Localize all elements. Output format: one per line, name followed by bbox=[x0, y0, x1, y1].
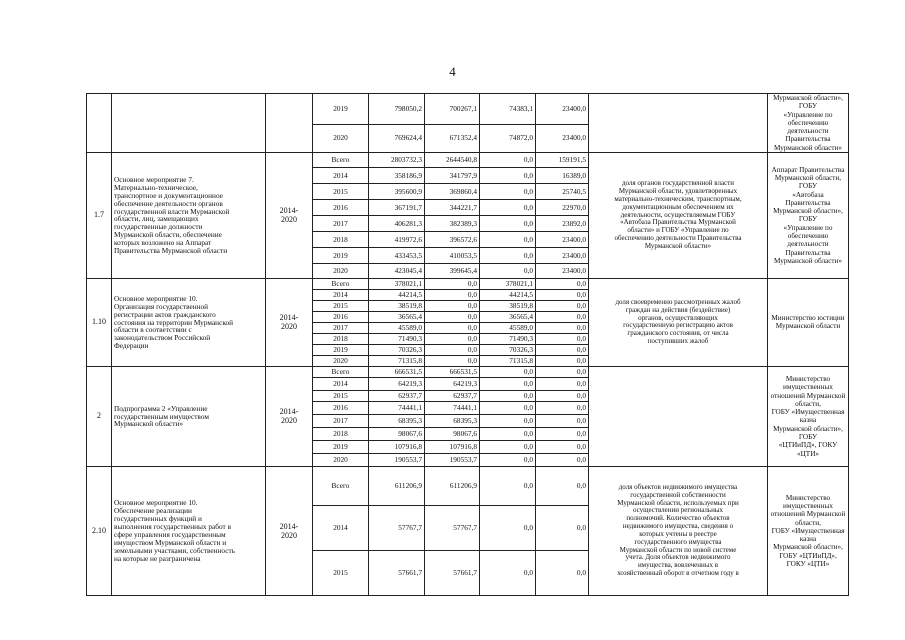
period-text: 2014- 2020 bbox=[279, 313, 299, 332]
year-cell: 2019 bbox=[313, 94, 369, 125]
executor-text: Министерство юстиции Мурманской области bbox=[771, 314, 845, 331]
year-cell: 2020 bbox=[313, 263, 369, 278]
year-cell: 2019 bbox=[313, 247, 369, 263]
page-number: 4 bbox=[449, 64, 456, 79]
federal-budget-cell: 74383,1 bbox=[480, 94, 536, 125]
measure-name bbox=[112, 466, 266, 595]
year-cell: 2018 bbox=[313, 231, 369, 247]
indicator-description bbox=[589, 152, 768, 278]
total-cell: 57661,7 bbox=[369, 550, 425, 595]
federal-budget-cell: 0,0 bbox=[480, 183, 536, 199]
executor-text: Мурманской области», ГОБУ «Управление по обеспечению деятельности Правительства Мурманской области» bbox=[773, 94, 843, 152]
year-cell: 2015 bbox=[313, 300, 369, 311]
federal-budget-cell: 0,0 bbox=[480, 401, 536, 414]
regional-budget-cell: 62937,7 bbox=[425, 390, 480, 401]
total-cell: 68395,3 bbox=[369, 414, 425, 427]
year-cell: 2018 bbox=[313, 427, 369, 440]
other-sources-cell: 0,0 bbox=[536, 453, 589, 466]
total-cell: 367191,7 bbox=[369, 199, 425, 215]
regional-budget-cell: 57661,7 bbox=[425, 550, 480, 595]
table-row bbox=[87, 94, 849, 125]
total-cell: 57767,7 bbox=[369, 505, 425, 550]
regional-budget-cell: 382389,3 bbox=[425, 215, 480, 231]
item-number bbox=[87, 94, 112, 153]
other-sources-cell: 0,0 bbox=[536, 300, 589, 311]
federal-budget-cell: 0,0 bbox=[480, 466, 536, 505]
executor-text: Министерство имущественных отношений Мурманской области, ГОБУ «Имущественная казна Мурманской области», ГОБУ «ЦТИиПД», ГОКУ «ЦТИ» bbox=[770, 493, 846, 568]
total-cell: 36565,4 bbox=[369, 311, 425, 322]
regional-budget-cell: 98067,6 bbox=[425, 427, 480, 440]
regional-budget-cell: 0,0 bbox=[425, 289, 480, 300]
federal-budget-cell: 0,0 bbox=[480, 247, 536, 263]
federal-budget-cell: 38519,8 bbox=[480, 300, 536, 311]
table-row bbox=[87, 152, 849, 167]
year-cell: 2020 bbox=[313, 355, 369, 366]
regional-budget-cell: 64219,3 bbox=[425, 377, 480, 390]
regional-budget-cell: 0,0 bbox=[425, 278, 480, 289]
implementation-period bbox=[266, 94, 313, 153]
other-sources-cell: 25740,5 bbox=[536, 183, 589, 199]
total-cell: 45589,0 bbox=[369, 322, 425, 333]
regional-budget-cell: 0,0 bbox=[425, 355, 480, 366]
total-cell: 44214,5 bbox=[369, 289, 425, 300]
measure-name-text: Основное мероприятие 10. Организация государственной регистрации актов гражданского состояния на территории Мурманской области в соответствии с законодательством Российской Федерации bbox=[114, 293, 234, 351]
total-cell: 64219,3 bbox=[369, 377, 425, 390]
other-sources-cell: 0,0 bbox=[536, 427, 589, 440]
other-sources-cell: 0,0 bbox=[536, 344, 589, 355]
indicator-description bbox=[589, 278, 768, 366]
federal-budget-cell: 0,0 bbox=[480, 453, 536, 466]
federal-budget-cell: 0,0 bbox=[480, 427, 536, 440]
year-cell: 2020 bbox=[313, 124, 369, 152]
other-sources-cell: 0,0 bbox=[536, 355, 589, 366]
federal-budget-cell: 378021,1 bbox=[480, 278, 536, 289]
responsible-executor bbox=[768, 94, 849, 153]
other-sources-cell: 23400,0 bbox=[536, 94, 589, 125]
total-cell: 406281,3 bbox=[369, 215, 425, 231]
other-sources-cell: 159191,5 bbox=[536, 152, 589, 167]
other-sources-cell: 0,0 bbox=[536, 401, 589, 414]
regional-budget-cell: 611206,9 bbox=[425, 466, 480, 505]
other-sources-cell: 0,0 bbox=[536, 390, 589, 401]
regional-budget-cell: 0,0 bbox=[425, 311, 480, 322]
total-cell: 378021,1 bbox=[369, 278, 425, 289]
other-sources-cell: 0,0 bbox=[536, 322, 589, 333]
year-cell: 2020 bbox=[313, 453, 369, 466]
responsible-executor bbox=[768, 466, 849, 595]
federal-budget-cell: 74872,0 bbox=[480, 124, 536, 152]
federal-budget-cell: 71315,8 bbox=[480, 355, 536, 366]
item-number: 2.10 bbox=[87, 466, 112, 595]
federal-budget-cell: 36565,4 bbox=[480, 311, 536, 322]
federal-budget-cell: 0,0 bbox=[480, 152, 536, 167]
other-sources-cell: 23400,0 bbox=[536, 247, 589, 263]
implementation-period bbox=[266, 152, 313, 278]
total-cell: 395600,9 bbox=[369, 183, 425, 199]
implementation-period bbox=[266, 278, 313, 366]
year-cell: 2017 bbox=[313, 322, 369, 333]
indicator-text: доля своевременно рассмотренных жалоб граждан на действия (бездействие) органов, осуществляющих государственную регистрацию актов гражданского состояния, от числа поступивших жалоб bbox=[615, 297, 741, 346]
total-cell: 98067,6 bbox=[369, 427, 425, 440]
measure-name-text: Основное мероприятие 10. Обеспечение реализации государственных функций и выполнения государственных работ в сфере управления государственным имуществом Мурманской области и земельными участками, собственность на которые не разграничена bbox=[114, 498, 235, 563]
other-sources-cell: 0,0 bbox=[536, 440, 589, 453]
other-sources-cell: 22970,0 bbox=[536, 199, 589, 215]
table-row bbox=[87, 278, 849, 289]
regional-budget-cell: 0,0 bbox=[425, 322, 480, 333]
year-cell: 2019 bbox=[313, 344, 369, 355]
regional-budget-cell: 666531,5 bbox=[425, 366, 480, 377]
measure-name-text: Подпрограмма 2 «Управление государственным имуществом Мурманской области» bbox=[114, 403, 209, 429]
other-sources-cell: 23400,0 bbox=[536, 231, 589, 247]
period-text: 2014- 2020 bbox=[279, 407, 299, 426]
other-sources-cell: 0,0 bbox=[536, 414, 589, 427]
federal-budget-cell: 0,0 bbox=[480, 215, 536, 231]
total-cell: 358186,9 bbox=[369, 167, 425, 183]
federal-budget-cell: 44214,5 bbox=[480, 289, 536, 300]
year-cell: 2018 bbox=[313, 333, 369, 344]
regional-budget-cell: 0,0 bbox=[425, 344, 480, 355]
total-cell: 666531,5 bbox=[369, 366, 425, 377]
federal-budget-cell: 45589,0 bbox=[480, 322, 536, 333]
regional-budget-cell: 700267,1 bbox=[425, 94, 480, 125]
measure-name-text: Основное мероприятие 7. Материально-техническое, транспортное и документационное обеспечение деятельности органов государственной власти Мурманской области, лиц, замещающих государственные должности Мурманской области, обеспечение которых возложено на Аппарат Правительства Мурманской области bbox=[114, 175, 230, 255]
regional-budget-cell: 0,0 bbox=[425, 300, 480, 311]
year-cell: 2016 bbox=[313, 401, 369, 414]
federal-budget-cell: 0,0 bbox=[480, 199, 536, 215]
year-cell: 2015 bbox=[313, 550, 369, 595]
item-number: 1.10 bbox=[87, 278, 112, 366]
other-sources-cell: 0,0 bbox=[536, 278, 589, 289]
federal-budget-cell: 70326,3 bbox=[480, 344, 536, 355]
federal-budget-cell: 71490,3 bbox=[480, 333, 536, 344]
total-cell: 611206,9 bbox=[369, 466, 425, 505]
year-cell: 2019 bbox=[313, 440, 369, 453]
other-sources-cell: 0,0 bbox=[536, 505, 589, 550]
year-cell: 2017 bbox=[313, 215, 369, 231]
year-cell: Всего bbox=[313, 278, 369, 289]
period-text: 2014- 2020 bbox=[279, 206, 299, 225]
implementation-period bbox=[266, 466, 313, 595]
total-cell: 71490,3 bbox=[369, 333, 425, 344]
indicator-text: доля органов государственной власти Мурманской области, удовлетворенных материально-техническим, транспортным, документационным обеспечением их деятельности, осуществляемым ГОБУ «Автобаза Правительства Мурманской области» и ГОБУ «Управление по обеспечению деятельности Правительства Мурманской области» bbox=[614, 179, 742, 250]
regional-budget-cell: 57767,7 bbox=[425, 505, 480, 550]
total-cell: 71315,8 bbox=[369, 355, 425, 366]
total-cell: 107916,8 bbox=[369, 440, 425, 453]
other-sources-cell: 0,0 bbox=[536, 333, 589, 344]
total-cell: 190553,7 bbox=[369, 453, 425, 466]
federal-budget-cell: 0,0 bbox=[480, 550, 536, 595]
responsible-executor bbox=[768, 366, 849, 466]
executor-text: Министерство имущественных отношений Мурманской области, ГОБУ «Имущественная казна Мурманской области», ГОБУ «ЦТИиПД», ГОКУ «ЦТИ» bbox=[770, 375, 846, 458]
year-cell: 2016 bbox=[313, 311, 369, 322]
measure-name bbox=[112, 152, 266, 278]
total-cell: 419972,6 bbox=[369, 231, 425, 247]
other-sources-cell: 0,0 bbox=[536, 550, 589, 595]
federal-budget-cell: 0,0 bbox=[480, 263, 536, 278]
other-sources-cell: 0,0 bbox=[536, 377, 589, 390]
measure-name bbox=[112, 366, 266, 466]
period-text: 2014- 2020 bbox=[279, 521, 299, 540]
measure-name bbox=[112, 278, 266, 366]
table-row bbox=[87, 466, 849, 505]
measure-name bbox=[112, 94, 266, 153]
item-number: 2 bbox=[87, 366, 112, 466]
federal-budget-cell: 0,0 bbox=[480, 440, 536, 453]
program-funding-table bbox=[86, 93, 849, 596]
indicator-description bbox=[589, 466, 768, 595]
total-cell: 74441,1 bbox=[369, 401, 425, 414]
other-sources-cell: 23400,0 bbox=[536, 263, 589, 278]
other-sources-cell: 16389,0 bbox=[536, 167, 589, 183]
year-cell: 2015 bbox=[313, 183, 369, 199]
indicator-description bbox=[589, 94, 768, 153]
year-cell: 2016 bbox=[313, 199, 369, 215]
other-sources-cell: 0,0 bbox=[536, 289, 589, 300]
executor-text: Аппарат Правительства Мурманской области, ГОБУ «Автобаза Правительства Мурманской области», ГОБУ «Управление по обеспечению деятельности Правительства Мурманской области» bbox=[771, 165, 845, 265]
regional-budget-cell: 74441,1 bbox=[425, 401, 480, 414]
other-sources-cell: 0,0 bbox=[536, 311, 589, 322]
table-row bbox=[87, 366, 849, 377]
regional-budget-cell: 190553,7 bbox=[425, 453, 480, 466]
year-cell: 2014 bbox=[313, 377, 369, 390]
regional-budget-cell: 671352,4 bbox=[425, 124, 480, 152]
other-sources-cell: 23892,0 bbox=[536, 215, 589, 231]
total-cell: 423045,4 bbox=[369, 263, 425, 278]
responsible-executor bbox=[768, 152, 849, 278]
year-cell: 2014 bbox=[313, 289, 369, 300]
regional-budget-cell: 399645,4 bbox=[425, 263, 480, 278]
federal-budget-cell: 0,0 bbox=[480, 414, 536, 427]
year-cell: 2014 bbox=[313, 505, 369, 550]
indicator-text: доля объектов недвижимого имущества государственной собственности Мурманской области, используемых при осуществлении региональных полномочий. Количество объектов недвижимого имущества, сведения о которых учтены в реестре государственного имущества Мурманской области по новой системе учета. Доля объектов недвижимого имущества, вовлеченных в хозяйственный оборот в отчетном году в bbox=[617, 483, 739, 578]
federal-budget-cell: 0,0 bbox=[480, 167, 536, 183]
federal-budget-cell: 0,0 bbox=[480, 377, 536, 390]
regional-budget-cell: 341797,9 bbox=[425, 167, 480, 183]
total-cell: 70326,3 bbox=[369, 344, 425, 355]
year-cell: Всего bbox=[313, 366, 369, 377]
regional-budget-cell: 68395,3 bbox=[425, 414, 480, 427]
year-cell: 2017 bbox=[313, 414, 369, 427]
item-number: 1.7 bbox=[87, 152, 112, 278]
other-sources-cell: 0,0 bbox=[536, 466, 589, 505]
other-sources-cell: 0,0 bbox=[536, 366, 589, 377]
federal-budget-cell: 0,0 bbox=[480, 231, 536, 247]
federal-budget-cell: 0,0 bbox=[480, 505, 536, 550]
indicator-description bbox=[589, 366, 768, 466]
regional-budget-cell: 107916,8 bbox=[425, 440, 480, 453]
total-cell: 62937,7 bbox=[369, 390, 425, 401]
regional-budget-cell: 396572,6 bbox=[425, 231, 480, 247]
total-cell: 433453,5 bbox=[369, 247, 425, 263]
responsible-executor bbox=[768, 278, 849, 366]
federal-budget-cell: 0,0 bbox=[480, 390, 536, 401]
regional-budget-cell: 344221,7 bbox=[425, 199, 480, 215]
federal-budget-cell: 0,0 bbox=[480, 366, 536, 377]
year-cell: 2014 bbox=[313, 167, 369, 183]
regional-budget-cell: 0,0 bbox=[425, 333, 480, 344]
total-cell: 38519,8 bbox=[369, 300, 425, 311]
other-sources-cell: 23400,0 bbox=[536, 124, 589, 152]
total-cell: 2803732,3 bbox=[369, 152, 425, 167]
year-cell: Всего bbox=[313, 466, 369, 505]
total-cell: 769624,4 bbox=[369, 124, 425, 152]
total-cell: 798050,2 bbox=[369, 94, 425, 125]
year-cell: Всего bbox=[313, 152, 369, 167]
implementation-period bbox=[266, 366, 313, 466]
year-cell: 2015 bbox=[313, 390, 369, 401]
regional-budget-cell: 369860,4 bbox=[425, 183, 480, 199]
regional-budget-cell: 2644540,8 bbox=[425, 152, 480, 167]
regional-budget-cell: 410053,5 bbox=[425, 247, 480, 263]
